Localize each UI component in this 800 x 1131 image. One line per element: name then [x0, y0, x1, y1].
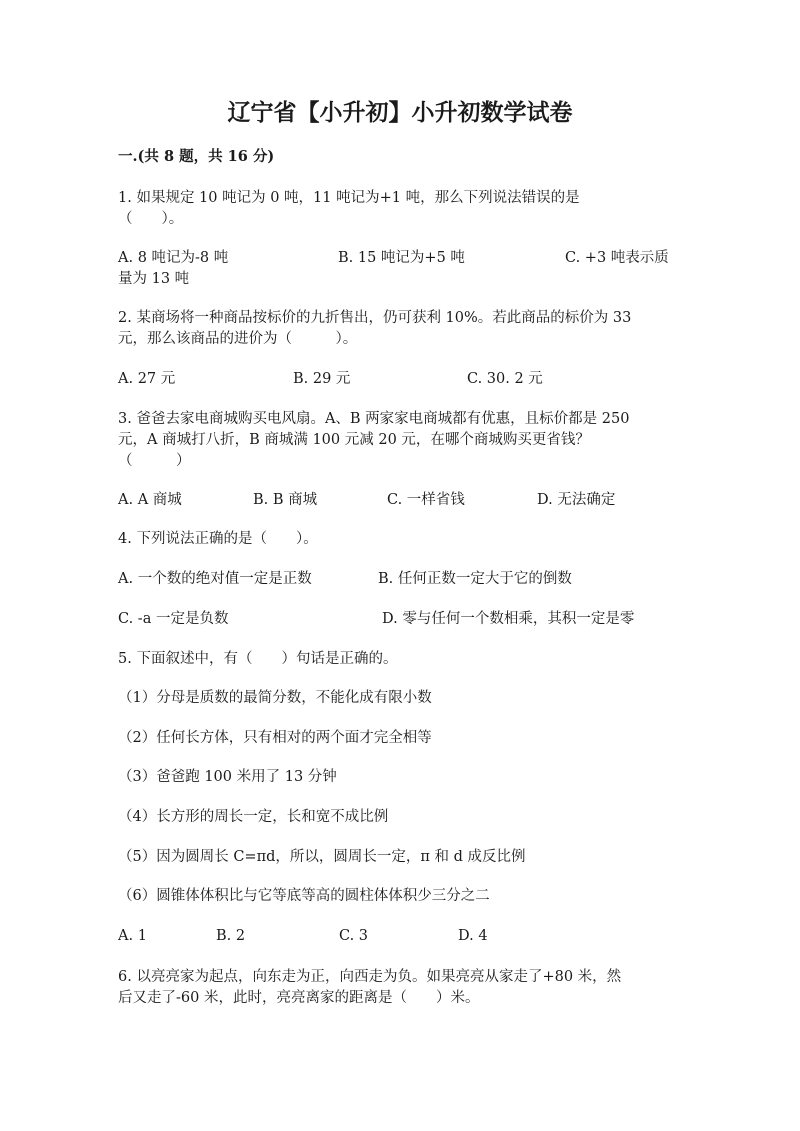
question-1-option-c-cont: 量为 13 吨: [118, 271, 190, 287]
question-1-text-cont: （ ）。: [118, 211, 184, 227]
question-3-option-a: A. A 商城: [118, 492, 182, 508]
question-6-text-cont: 后又走了-60 米，此时，亮亮离家的距离是（ ）米。: [118, 990, 480, 1006]
question-3-option-c: C. 一样省钱: [387, 492, 465, 508]
question-4-option-d: D. 零与任何一个数相乘，其积一定是零: [382, 611, 635, 627]
question-3-option-d: D. 无法确定: [537, 492, 616, 508]
question-4-option-c: C. -a 一定是负数: [118, 611, 229, 627]
question-3-option-b: B. B 商城: [253, 492, 318, 508]
question-5-statement: （5）因为圆周长 C=πd，所以，圆周长一定，π 和 d 成反比例: [118, 849, 526, 865]
question-2-option-c: C. 30. 2 元: [467, 371, 543, 387]
question-2-text-cont: 元，那么该商品的进价为（ ）。: [118, 331, 358, 347]
question-5-statement: （6）圆锥体体积比与它等底等高的圆柱体体积少三分之二: [118, 888, 490, 904]
question-5-option-c: C. 3: [339, 928, 369, 944]
question-1-option-a: A. 8 吨记为-8 吨: [118, 250, 229, 266]
question-4-option-a: A. 一个数的绝对值一定是正数: [118, 571, 312, 587]
question-2-option-a: A. 27 元: [118, 371, 176, 387]
question-5-statement: （3）爸爸跑 100 米用了 13 分钟: [118, 769, 337, 785]
question-3-answer-blank: （ ）: [118, 453, 191, 469]
question-1-option-c: C. +3 吨表示质: [565, 250, 669, 266]
question-5-text: 5. 下面叙述中，有（ ）句话是正确的。: [118, 651, 398, 667]
question-3-text-cont: 元，A 商城打八折，B 商城满 100 元减 20 元，在哪个商城购买更省钱？: [118, 432, 590, 448]
question-5-statement: （2）任何长方体，只有相对的两个面才完全相等: [118, 730, 432, 746]
question-4-option-b: B. 任何正数一定大于它的倒数: [378, 571, 572, 587]
question-2-text: 2. 某商场将一种商品按标价的九折售出，仍可获利 10%。若此商品的标价为 33: [118, 310, 632, 326]
question-5-option-d: D. 4: [458, 928, 488, 944]
question-3-text: 3. 爸爸去家电商城购买电风扇。A、B 两家家电商城都有优惠，且标价都是 250: [118, 411, 630, 427]
page-title: 辽宁省【小升初】小升初数学试卷: [227, 99, 573, 126]
question-6-text: 6. 以亮亮家为起点，向东走为正，向西走为负。如果亮亮从家走了+80 米，然: [118, 969, 622, 985]
question-1-text: 1. 如果规定 10 吨记为 0 吨，11 吨记为+1 吨，那么下列说法错误的是: [118, 190, 580, 206]
question-5-option-b: B. 2: [216, 928, 246, 944]
question-5-option-a: A. 1: [118, 928, 147, 944]
question-5-statement: （1）分母是质数的最简分数，不能化成有限小数: [118, 690, 432, 706]
section-heading: 一.(共 8 题，共 16 分): [118, 148, 275, 165]
question-5-statement: （4）长方形的周长一定，长和宽不成比例: [118, 809, 389, 825]
question-1-option-b: B. 15 吨记为+5 吨: [338, 250, 465, 266]
question-2-option-b: B. 29 元: [293, 371, 351, 387]
question-4-text: 4. 下列说法正确的是（ ）。: [118, 531, 318, 547]
